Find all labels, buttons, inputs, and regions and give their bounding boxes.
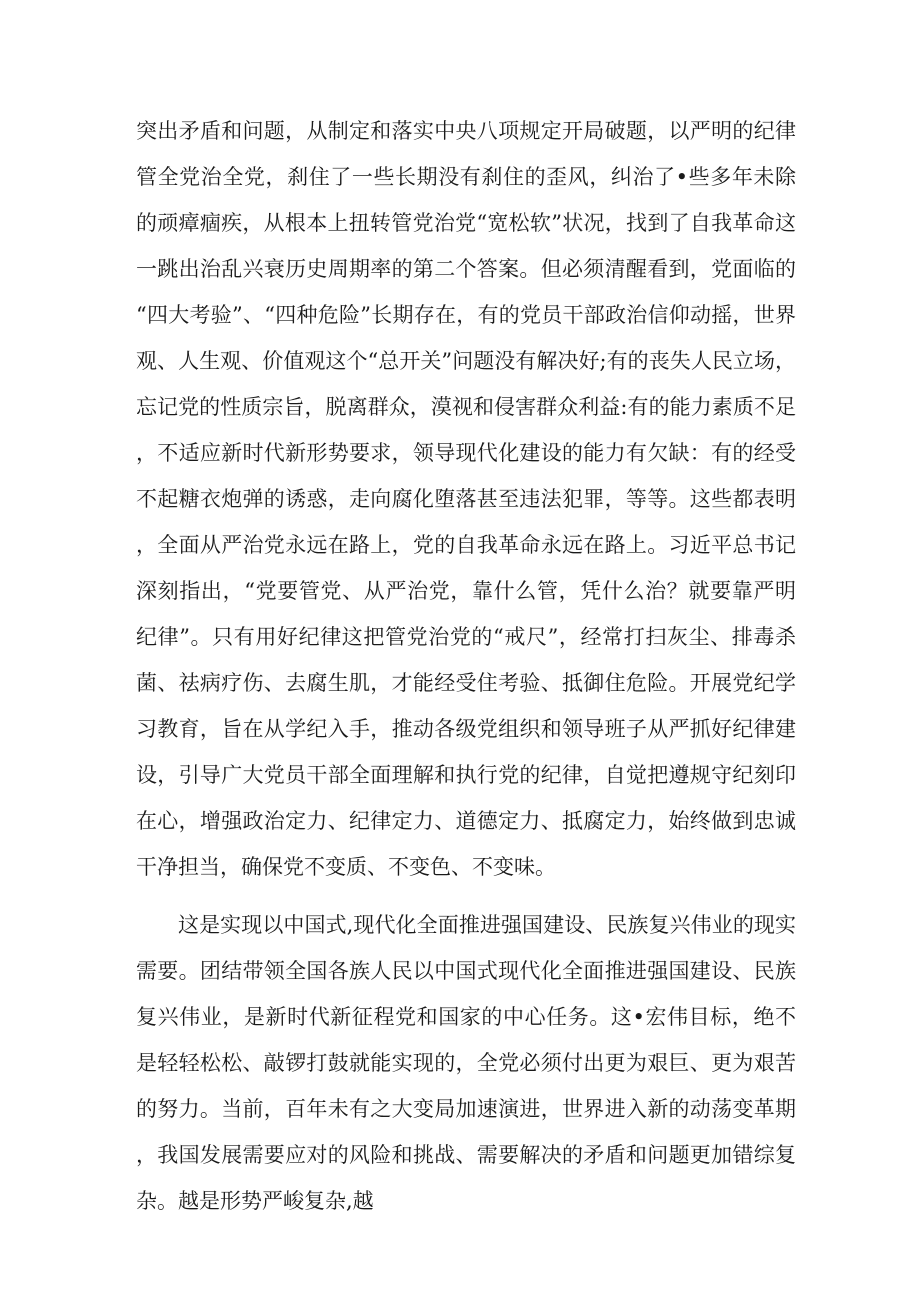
body-paragraph-1: 突出矛盾和问题，从制定和落实中央八项规定开局破题，以严明的纪律管全党治全党，刹住了一些长期没有刹住的歪风，纠治了•些多年未除的顽瘴痼疾，从根本上扭转管党治党“宽松软”状况，找到了自我革命这一跳出治乱兴衰历史周期率的第二个答案。但必须清醒看到，党面临的“四大考验”、“四种危险”长期存在，有的党员干部政治信仰动摇，世界观、人生观、价值观这个“总开关”问题没有解决好;有的丧失人民立场，忘记党的性质宗旨，脱离群众，漠视和侵害群众利益:有的能力素质不足，不适应新时代新形势要求，领导现代化建设的能力有欠缺：有的经受不起糖衣炮弹的诱惑，走向腐化堕落甚至违法犯罪，等等。这些都表明，全面从严治党永远在路上，党的自我革命永远在路上。习近平总书记深刻指出，“党要管党、从严治党，靠什么管，凭什么治？就要靠严明纪律”。只有用好纪律这把管党治党的“戒尺”，经常打扫灰尘、排毒杀菌、祛病疗伤、去腐生肌，才能经受住考验、抵御住危险。开展党纪学习教育，旨在从学纪入手，推动各级党组织和领导班子从严抓好纪律建设，引导广大党员干部全面理解和执行党的纪律，自觉把遵规守纪刻印在心，增强政治定力、纪律定力、道德定力、抵腐定力，始终做到忠诚干净担当，确保党不变质、不变色、不变味。 <box>136 119 796 879</box>
body-paragraph-2: 这是实现以中国式,现代化全面推进强国建设、民族复兴伟业的现实需要。团结带领全国各族人民以中国式现代化全面推进强国建设、民族复兴伟业，是新时代新征程党和国家的中心任务。这•宏伟目标，绝不是轻轻松松、敲锣打鼓就能实现的，全党必须付出更为艰巨、更为艰苦的努力。当前，百年未有之大变局加速演进，世界进入新的动荡变革期，我国发展需要应对的风险和挑战、需要解决的矛盾和问题更加错综复杂。越是形势严峻复杂,越 <box>136 913 796 1213</box>
document-page <box>136 108 796 1224</box>
